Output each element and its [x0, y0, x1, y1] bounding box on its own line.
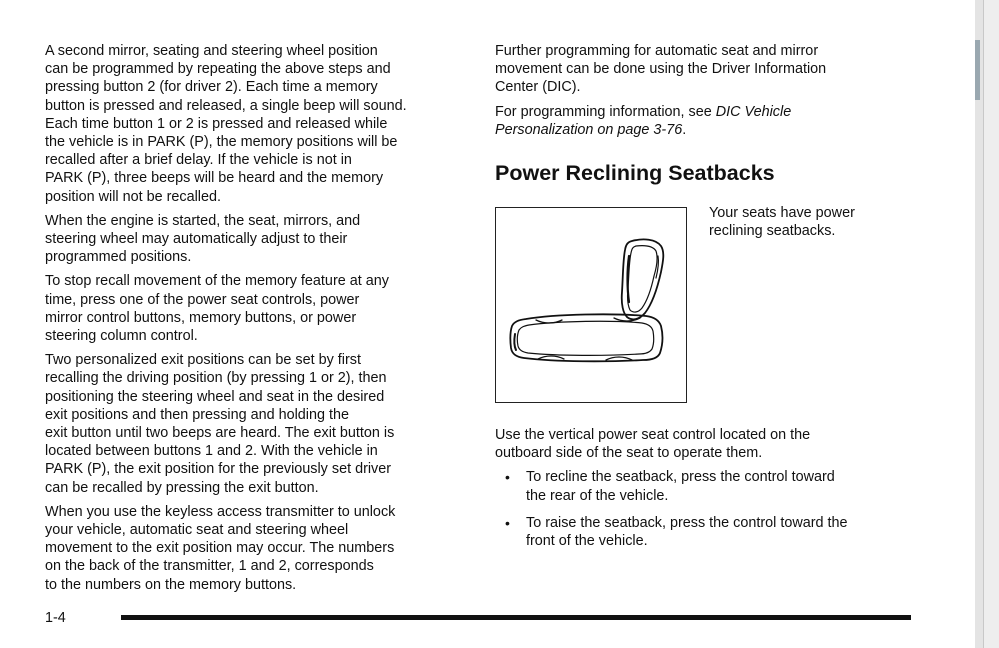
page-number: 1-4 [45, 610, 66, 626]
seat-control-illustration-icon [496, 208, 686, 402]
paragraph-further-programming: Further programming for automatic seat and mirror movement can be done using the Driver Information Center (DIC). [495, 43, 827, 96]
paragraph-stop-recall: To stop recall movement of the memory feature at any time, press one of the power seat controls, power mirror control buttons, memory buttons, or power steering column control. [45, 273, 389, 345]
cross-reference-link-cont[interactable]: Personalization on page 3-76 [495, 121, 683, 138]
paragraph-exit-positions: Two personalized exit positions can be set by first recalling the driving position (by pressing 1 or 2), then positioning the steering wheel and seat in the desired exit positions and then pressing and holding the exit button until two beeps are heard. The exit button is located between buttons 1 and 2. With the vehicle in PARK (P), the exit position for the previously set driver can be recalled by pressing the exit button. [45, 352, 395, 496]
paragraph-programming-reference: For programming information, see DIC Vehicle Personalization on page 3-76. [495, 103, 792, 138]
paragraph-engine-started: When the engine is started, the seat, mirrors, and steering wheel may automatically adjust to their programmed positions. [45, 212, 361, 266]
paragraph-second-mirror: A second mirror, seating and steering wheel position can be programmed by repeating the above steps and pressing button 2 (for driver 2). Each time a memory button is pressed and released, a single beep will sound. Each time button 1 or 2 is pressed and released while the vehicle is in PARK (P), the memory positions will be recalled after a brief delay. If the vehicle is not in PARK (P), three beeps will be heard and the memory position will not be recalled. [45, 43, 407, 205]
paragraph-keyless-access: When you use the keyless access transmitter to unlock your vehicle, automatic seat and steering wheel movement to the exit position may occur. The numbers on the back of the transmitter, 1 and 2, corresponds to the numbers on the memory buttons. [45, 503, 396, 593]
list-item: • To recline the seatback, press the control toward the rear of the vehicle. [505, 469, 835, 504]
bullet-icon: • [505, 514, 510, 531]
cross-reference-link[interactable]: DIC Vehicle [715, 103, 792, 120]
section-body [495, 426, 915, 559]
left-column [45, 42, 470, 600]
viewer-scrollbar[interactable] [975, 0, 999, 648]
right-column [495, 42, 915, 145]
scrollbar-marker [975, 40, 980, 100]
instruction-list [495, 468, 915, 550]
figure-caption: Your seats have power reclining seatbacks. [709, 205, 855, 240]
bullet-icon: • [505, 469, 510, 486]
scrollbar-track[interactable] [983, 0, 999, 648]
paragraph-vertical-control: Use the vertical power seat control located on the outboard side of the seat to operate them. [495, 427, 811, 462]
seat-control-figure [495, 207, 687, 403]
section-title: Power Reclining Seatbacks [495, 161, 775, 185]
footer-rule [121, 615, 911, 620]
list-item: • To raise the seatback, press the control toward the front of the vehicle. [505, 514, 848, 550]
